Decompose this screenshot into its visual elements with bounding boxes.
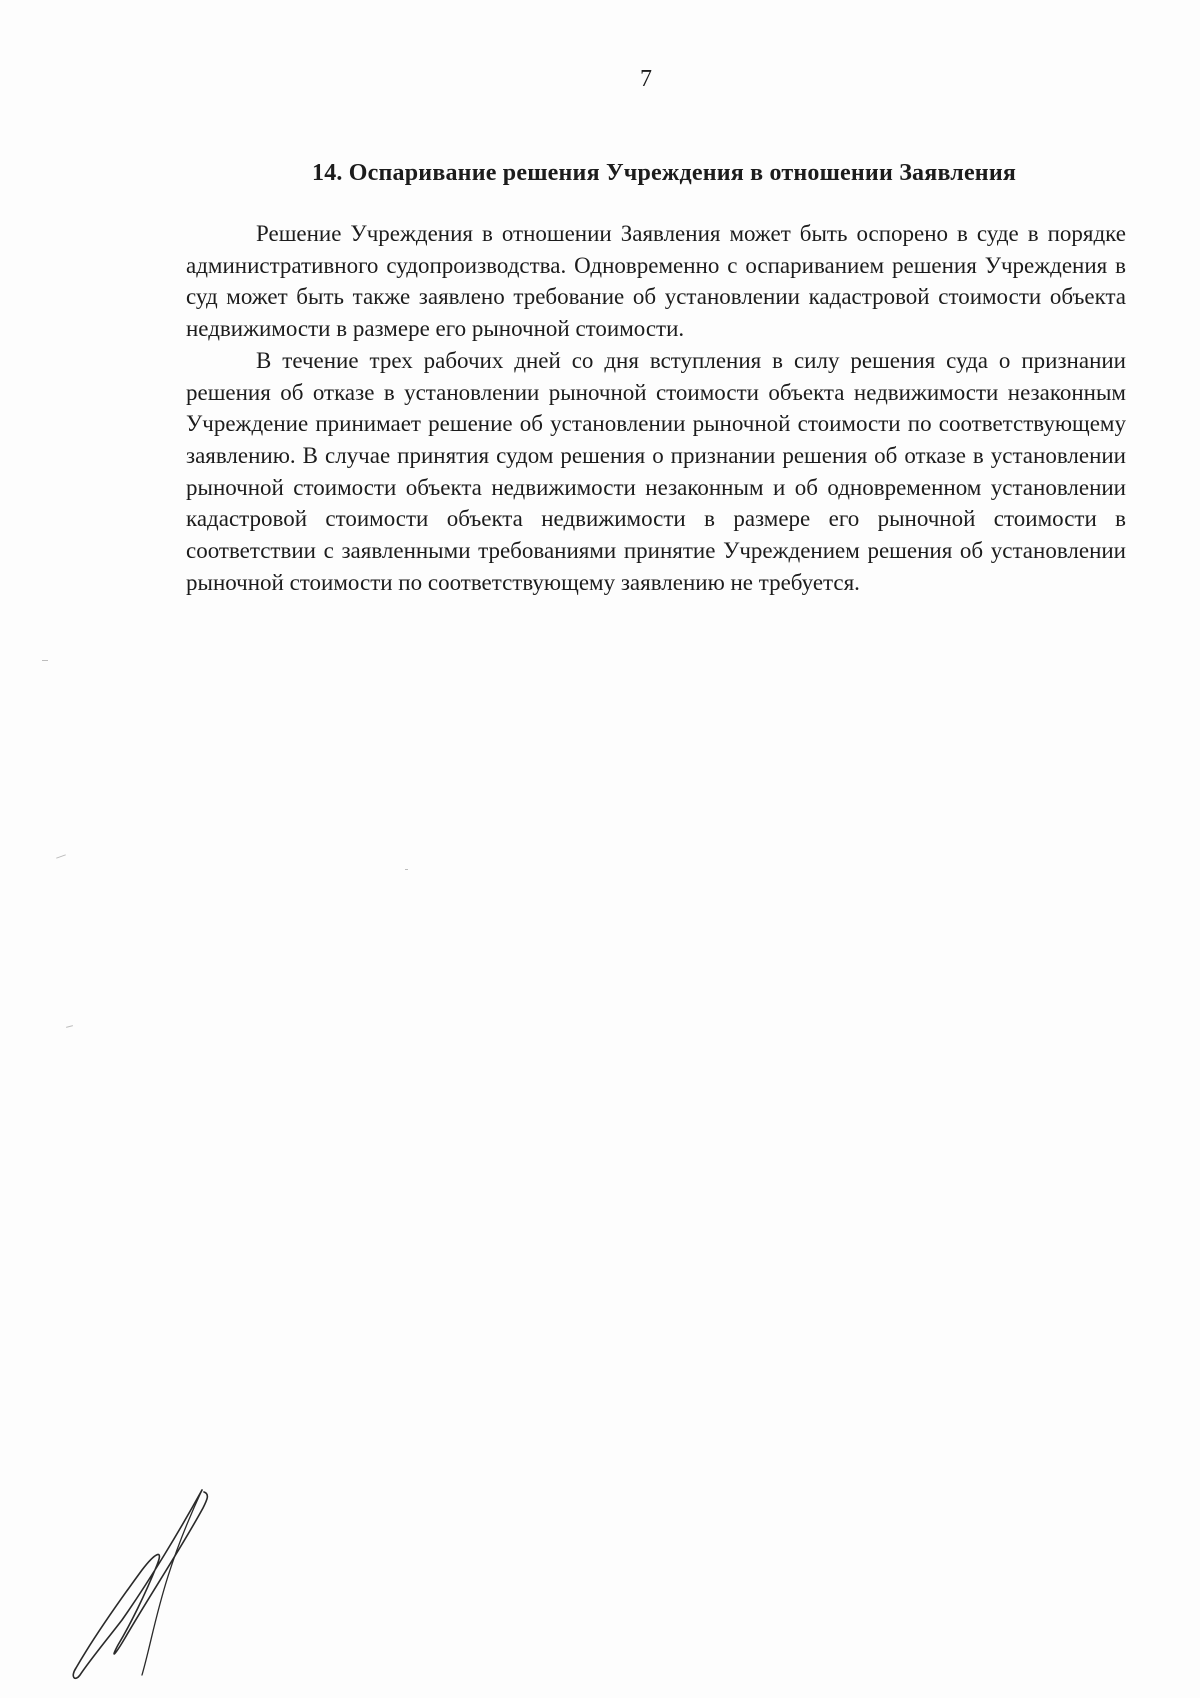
paragraph: Решение Учреждения в отношении Заявления может быть оспорено в суде в порядке административного судопроизводства. Одновременно с оспариванием решения Учреждения в суд может быть также заявлено требование об установлении кадастровой стоимости объекта недвижимости в размере его рыночной стоимости.	[186, 221, 1126, 342]
section-body	[186, 218, 1126, 598]
paragraph: В течение трех рабочих дней со дня вступления в силу решения суда о признании решения об отказе в установлении рыночной стоимости объекта недвижимости незаконным Учреждение принимает решение об установлении рыночной стоимости по соответствующему заявлению. В случае принятия судом решения о признании решения об отказе в установлении рыночной стоимости объекта недвижимости незаконным и об одновременном установлении кадастровой стоимости объекта недвижимости в размере его рыночной стоимости в соответствии с заявленными требованиями принятие Учреждением решения об установлении рыночной стоимости по соответствующему заявлению не требуется.	[186, 347, 1126, 595]
scan-speck	[405, 869, 408, 870]
signature-stroke	[73, 1490, 207, 1678]
scan-speck	[66, 1025, 73, 1028]
signature-tail	[142, 1490, 202, 1675]
section-heading: 14. Оспаривание решения Учреждения в отношении Заявления	[312, 160, 1017, 186]
scan-speck	[42, 660, 48, 661]
scan-speck	[56, 854, 66, 858]
signature-icon	[60, 1470, 240, 1690]
page-number: 7	[640, 66, 652, 92]
